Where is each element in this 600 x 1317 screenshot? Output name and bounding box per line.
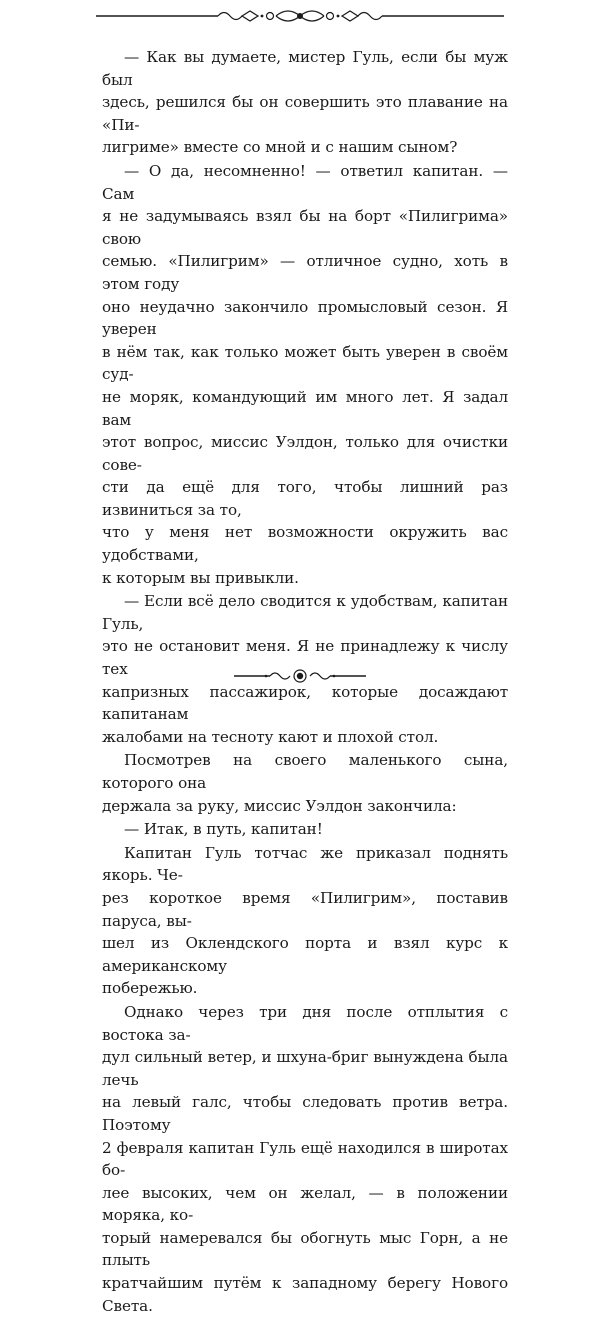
paragraph-7: Однако через три дня после отплытия с востока за- дул сильный ветер, и шхуна-бриг вынуждена была лечь на левый галс, чтобы следовать против ветра. Поэтому 2 февраля капитан Гуль ещё находился в широтах бо- лее высоких, чем он желал, — в положении моряка, ко- торый намеревался бы обогнуть мыс Горн, а не плыть кратчайшим путём к западному берегу Нового Света. [102, 1002, 508, 1315]
paragraph-6: Капитан Гуль тотчас же приказал поднять якорь. Че- рез короткое время «Пилигрим», поставив паруса, вы- шел из Оклендского порта и взял курс к американскому побережью. [102, 843, 508, 998]
bottom-ornament-divider [0, 664, 600, 688]
paragraph-1: — Как вы думаете, мистер Гуль, если бы муж был здесь, решился бы он совершить это плавание на «Пи- лигриме» вместе со мной и с нашим сыном? [102, 48, 508, 157]
paragraph-2: — О да, несомненно! — ответил капитан. — Сам я не задумываясь взял бы на борт «Пилигрима» свою семью. «Пилигрим» — отличное судно, хоть в этом году оно неудачно закончило промысловый сезон. Я уверен в нём так, как только может быть уверен в своём суд- не моряк, командующий им много лет. Я задал вам этот вопрос, миссис Уэлдон, только для очистки сове- сти да ещё для того, чтобы лишний раз извиниться за то, что у меня нет возможности окружить вас удобствами, к которым вы привыкли. [102, 161, 508, 587]
scroll-divider-icon [0, 664, 600, 688]
paragraph-5: — Итак, в путь, капитан! [124, 820, 323, 839]
paragraph-3: — Если всё дело сводится к удобствам, капитан Гуль, это не остановит меня. Я не принадлежу к числу тех капризных пассажирок, которые досаждают капитанам жалобами на тесноту кают и плохой стол. [102, 592, 508, 746]
paragraph-4: Посмотрев на своего маленького сына, которого она держала за руку, миссис Уэлдон закончила: [102, 751, 508, 815]
scroll-divider-icon [0, 4, 600, 28]
top-ornament-divider [0, 4, 600, 28]
